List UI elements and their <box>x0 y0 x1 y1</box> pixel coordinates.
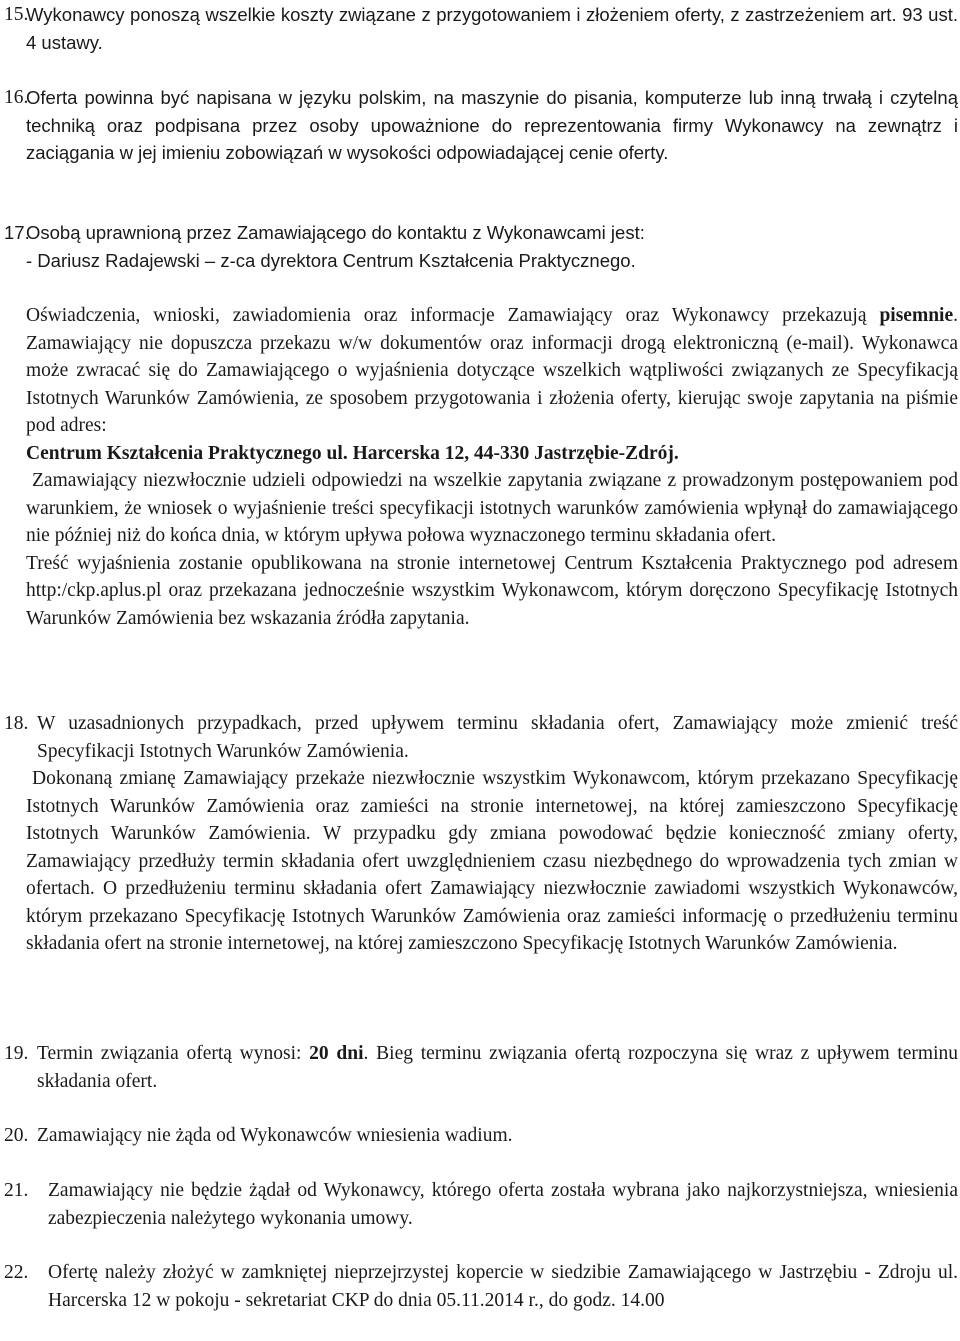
section-text: W uzasadnionych przypadkach, przed upływem terminu składania ofert, Zamawiający może zmienić treść Specyfikacji Istotnych Warunków Zamówienia. <box>37 713 958 762</box>
section-text: Zamawiający nie żąda od Wykonawców wniesienia wadium. <box>37 1125 513 1146</box>
communication-paragraph <box>0 302 960 632</box>
contact-line: Osobą uprawnioną przez Zamawiającego do kontaktu z Wykonawcami jest: <box>26 222 645 243</box>
change-paragraph: Dokonaną zmianę Zamawiający przekaże niezwłocznie wszystkim Wykonawcom, którym przekazano Specyfikację Istotnych Warunków Zamówienia oraz zamieści na stronie internetowej, na której zamieszczono Specyfikację Istotnych Warunków Zamówienia. W przypadku gdy zmiana powodować będzie konieczność zmiany oferty, Zamawiający przedłuży termin składania ofert uwzględnieniem czasu niezbędnego do wprowadzenia tych zmian w ofertach. O przedłużeniu terminu składania ofert Zamawiający niezwłocznie zawiadomi wszystkich Wykonawców, którym przekazano Specyfikację Istotnych Warunków Zamówienia oraz zamieści informację o przedłużeniu terminu składania ofert na stronie internetowej, na której zamieszczono Specyfikację Istotnych Warunków Zamówienia. <box>26 768 958 954</box>
binding-text-c: . Bieg terminu związania ofertą rozpoczyna się wraz z upływem terminu składania ofert. <box>37 1043 959 1092</box>
section-number: 15. <box>4 4 29 25</box>
section-17 <box>0 219 960 274</box>
contact-person: - Dariusz Radajewski – z-ca dyrektora Centrum Kształcenia Praktycznego. <box>26 249 636 271</box>
section-number: 17. <box>4 222 30 243</box>
publication-paragraph: Treść wyjaśnienia zostanie opublikowana na stronie internetowej Centrum Kształcenia Praktycznego pod adresem http:/ckp.aplus.pl oraz przekazana jednocześnie wszystkim Wykonawcom, którym doręczono Specyfikację Istotnych Warunków Zamówienia bez wskazania źródła zapytania. <box>26 552 958 629</box>
section-18 <box>0 710 960 958</box>
communication-text-c: . Zamawiający nie dopuszcza przekazu w/w dokumentów oraz informacji drogą elektroniczną (e-mail). Wykonawca może zwracać się do Zamawiającego o wyjaśnienia dotyczące wszelkich wątpliwości związanych ze Specyfikacją Istotnych Warunków Zamówienia, ze sposobem przygotowania i złożenia oferty, kierując swoje zapytania na piśmie pod adres: <box>26 305 958 436</box>
section-number: 21. <box>4 1180 29 1201</box>
section-15 <box>0 1 960 56</box>
section-text: Oferta powinna być napisana w języku polskim, na maszynie do pisania, komputerze lub inną trwałą i czytelną techniką oraz podpisana przez osoby upoważnione do reprezentowania firmy Wykonawcy na zewnątrz i zaciągania w jej imieniu zobowiązań w wysokości odpowiadającej cenie oferty. <box>26 87 958 163</box>
section-text: Ofertę należy złożyć w zamkniętej nieprzejrzystej kopercie w siedzibie Zamawiającego w Jastrzębiu - Zdroju ul. Harcerska 12 w pokoju - sekretariat CKP do dnia 05.11.2014 r., do godz. 14.00 <box>48 1262 958 1311</box>
section-number: 16. <box>4 87 29 108</box>
section-20 <box>0 1122 960 1150</box>
binding-text-a: Termin związania ofertą wynosi: <box>37 1043 310 1064</box>
communication-text-a: Oświadczenia, wnioski, zawiadomienia oraz informacje Zamawiający oraz Wykonawcy przekazują <box>26 305 880 326</box>
section-number: 22. <box>4 1262 29 1283</box>
communication-text-bold: pisemnie <box>879 305 954 326</box>
section-19 <box>0 1040 960 1095</box>
section-text: Zamawiający nie będzie żądał od Wykonawcy, którego oferta została wybrana jako najkorzystniejsza, wniesienia zabezpieczenia należytego wykonania umowy. <box>48 1180 958 1229</box>
section-22 <box>0 1259 960 1314</box>
section-21 <box>0 1177 960 1232</box>
clarification-paragraph: Zamawiający niezwłocznie udzieli odpowiedzi na wszelkie zapytania związane z prowadzonym postępowaniem pod warunkiem, że wniosek o wyjaśnienie treści specyfikacji istotnych warunków zamówienia wpłynął do zamawiającego nie później niż do końca dnia, w którym upływa połowa wyznaczonego terminu składania ofert. <box>26 470 958 546</box>
section-16 <box>0 84 960 167</box>
section-number: 18. <box>4 713 29 734</box>
section-text: Wykonawcy ponoszą wszelkie koszty związane z przygotowaniem i złożeniem oferty, z zastrzeżeniem art. 93 ust. 4 ustawy. <box>26 4 958 53</box>
section-number: 19. <box>4 1043 29 1064</box>
address-line: Centrum Kształcenia Praktycznego ul. Harcerska 12, 44-330 Jastrzębie-Zdrój. <box>26 442 679 464</box>
binding-days: 20 dni <box>309 1043 364 1064</box>
section-number: 20. <box>4 1125 29 1146</box>
